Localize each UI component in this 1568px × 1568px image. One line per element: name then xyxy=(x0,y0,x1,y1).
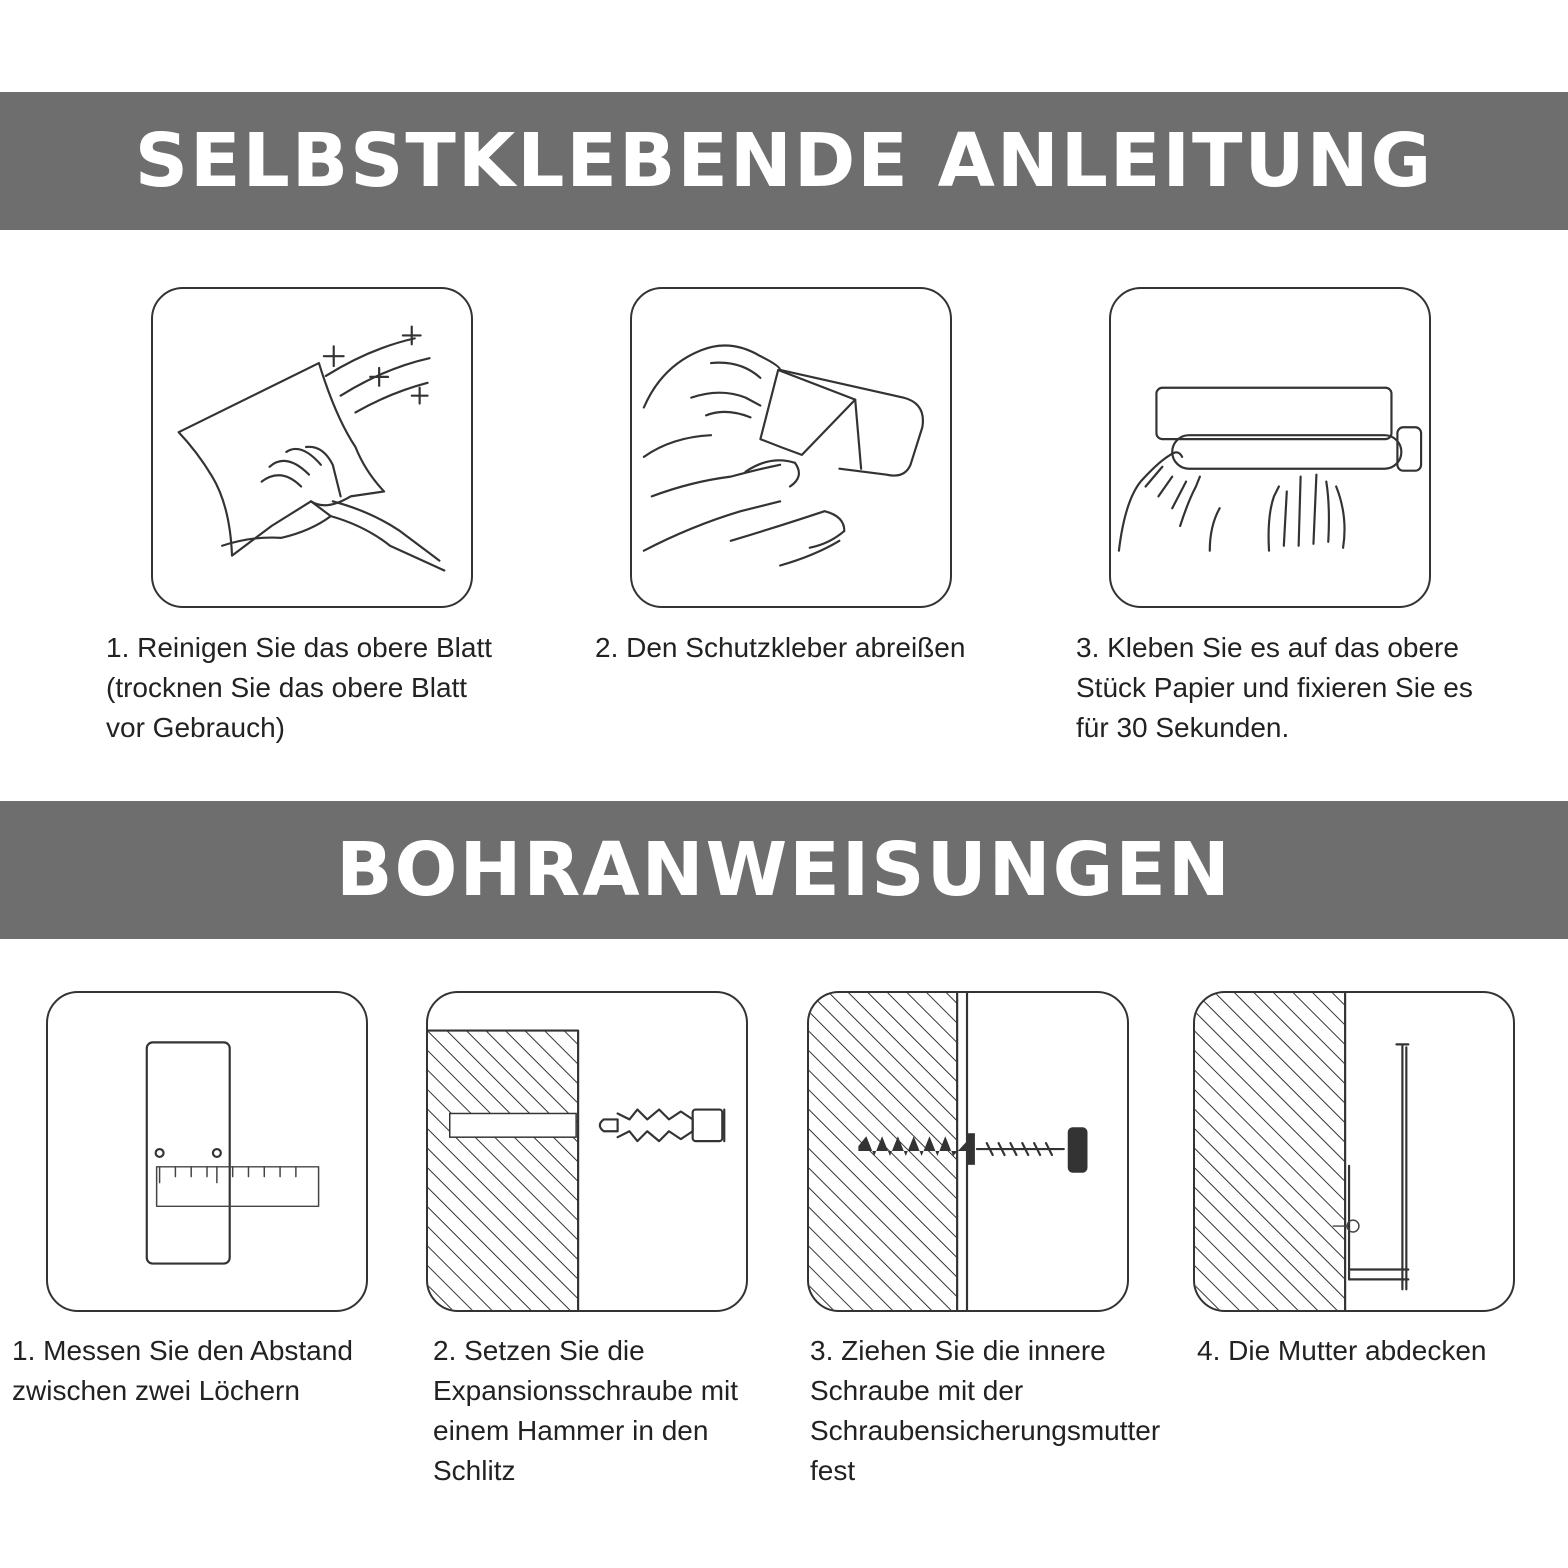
step-cover-panel xyxy=(1193,991,1515,1312)
step-measure-panel xyxy=(46,991,368,1312)
measure-ruler-icon xyxy=(48,993,366,1310)
caption-line: 2. Den Schutzkleber abreißen xyxy=(595,632,966,663)
step-measure-caption xyxy=(12,1331,353,1411)
drilling-section-banner xyxy=(0,801,1568,939)
step-peel-caption xyxy=(595,628,965,668)
caption-line: für 30 Sekunden. xyxy=(1076,712,1290,743)
caption-line: zwischen zwei Löchern xyxy=(12,1375,300,1406)
caption-line: Schraubensicherungsmutter xyxy=(810,1415,1161,1446)
caption-line: 1. Messen Sie den Abstand xyxy=(12,1335,353,1366)
step-screw-caption xyxy=(810,1331,1160,1491)
attach-holder-icon xyxy=(1111,289,1429,606)
adhesive-section-banner xyxy=(0,92,1568,230)
caption-line: vor Gebrauch) xyxy=(106,712,285,743)
step-cover-caption xyxy=(1197,1331,1487,1371)
step-attach-panel xyxy=(1109,287,1431,608)
step-peel-panel xyxy=(630,287,952,608)
caption-line: 1. Reinigen Sie das obere Blatt xyxy=(106,632,493,663)
caption-line: fest xyxy=(810,1455,856,1486)
caption-line: 3. Kleben Sie es auf das obere xyxy=(1076,632,1459,663)
peel-adhesive-icon xyxy=(632,289,950,606)
caption-line: 4. Die Mutter abdecken xyxy=(1197,1335,1487,1366)
caption-line: Stück Papier und fixieren Sie es xyxy=(1076,672,1473,703)
cover-nut-icon xyxy=(1195,993,1513,1310)
step-clean-caption xyxy=(106,628,492,748)
insert-anchor-icon xyxy=(428,993,746,1310)
tighten-screw-icon xyxy=(809,993,1127,1310)
step-screw-panel xyxy=(807,991,1129,1312)
caption-line: 3. Ziehen Sie die innere xyxy=(810,1335,1106,1366)
wipe-surface-icon xyxy=(153,289,471,606)
caption-line: Expansionsschraube mit xyxy=(433,1375,739,1406)
step-attach-caption xyxy=(1076,628,1473,748)
caption-line: Schraube mit der xyxy=(810,1375,1024,1406)
step-anchor-caption xyxy=(433,1331,738,1491)
step-clean-panel xyxy=(151,287,473,608)
drilling-section-title: BOHRANWEISUNGEN xyxy=(336,827,1232,913)
caption-line: 2. Setzen Sie die xyxy=(433,1335,645,1366)
step-anchor-panel xyxy=(426,991,748,1312)
caption-line: einem Hammer in den xyxy=(433,1415,709,1446)
caption-line: (trocknen Sie das obere Blatt xyxy=(106,672,468,703)
caption-line: Schlitz xyxy=(433,1455,516,1486)
adhesive-section-title: SELBSTKLEBENDE ANLEITUNG xyxy=(134,118,1434,204)
